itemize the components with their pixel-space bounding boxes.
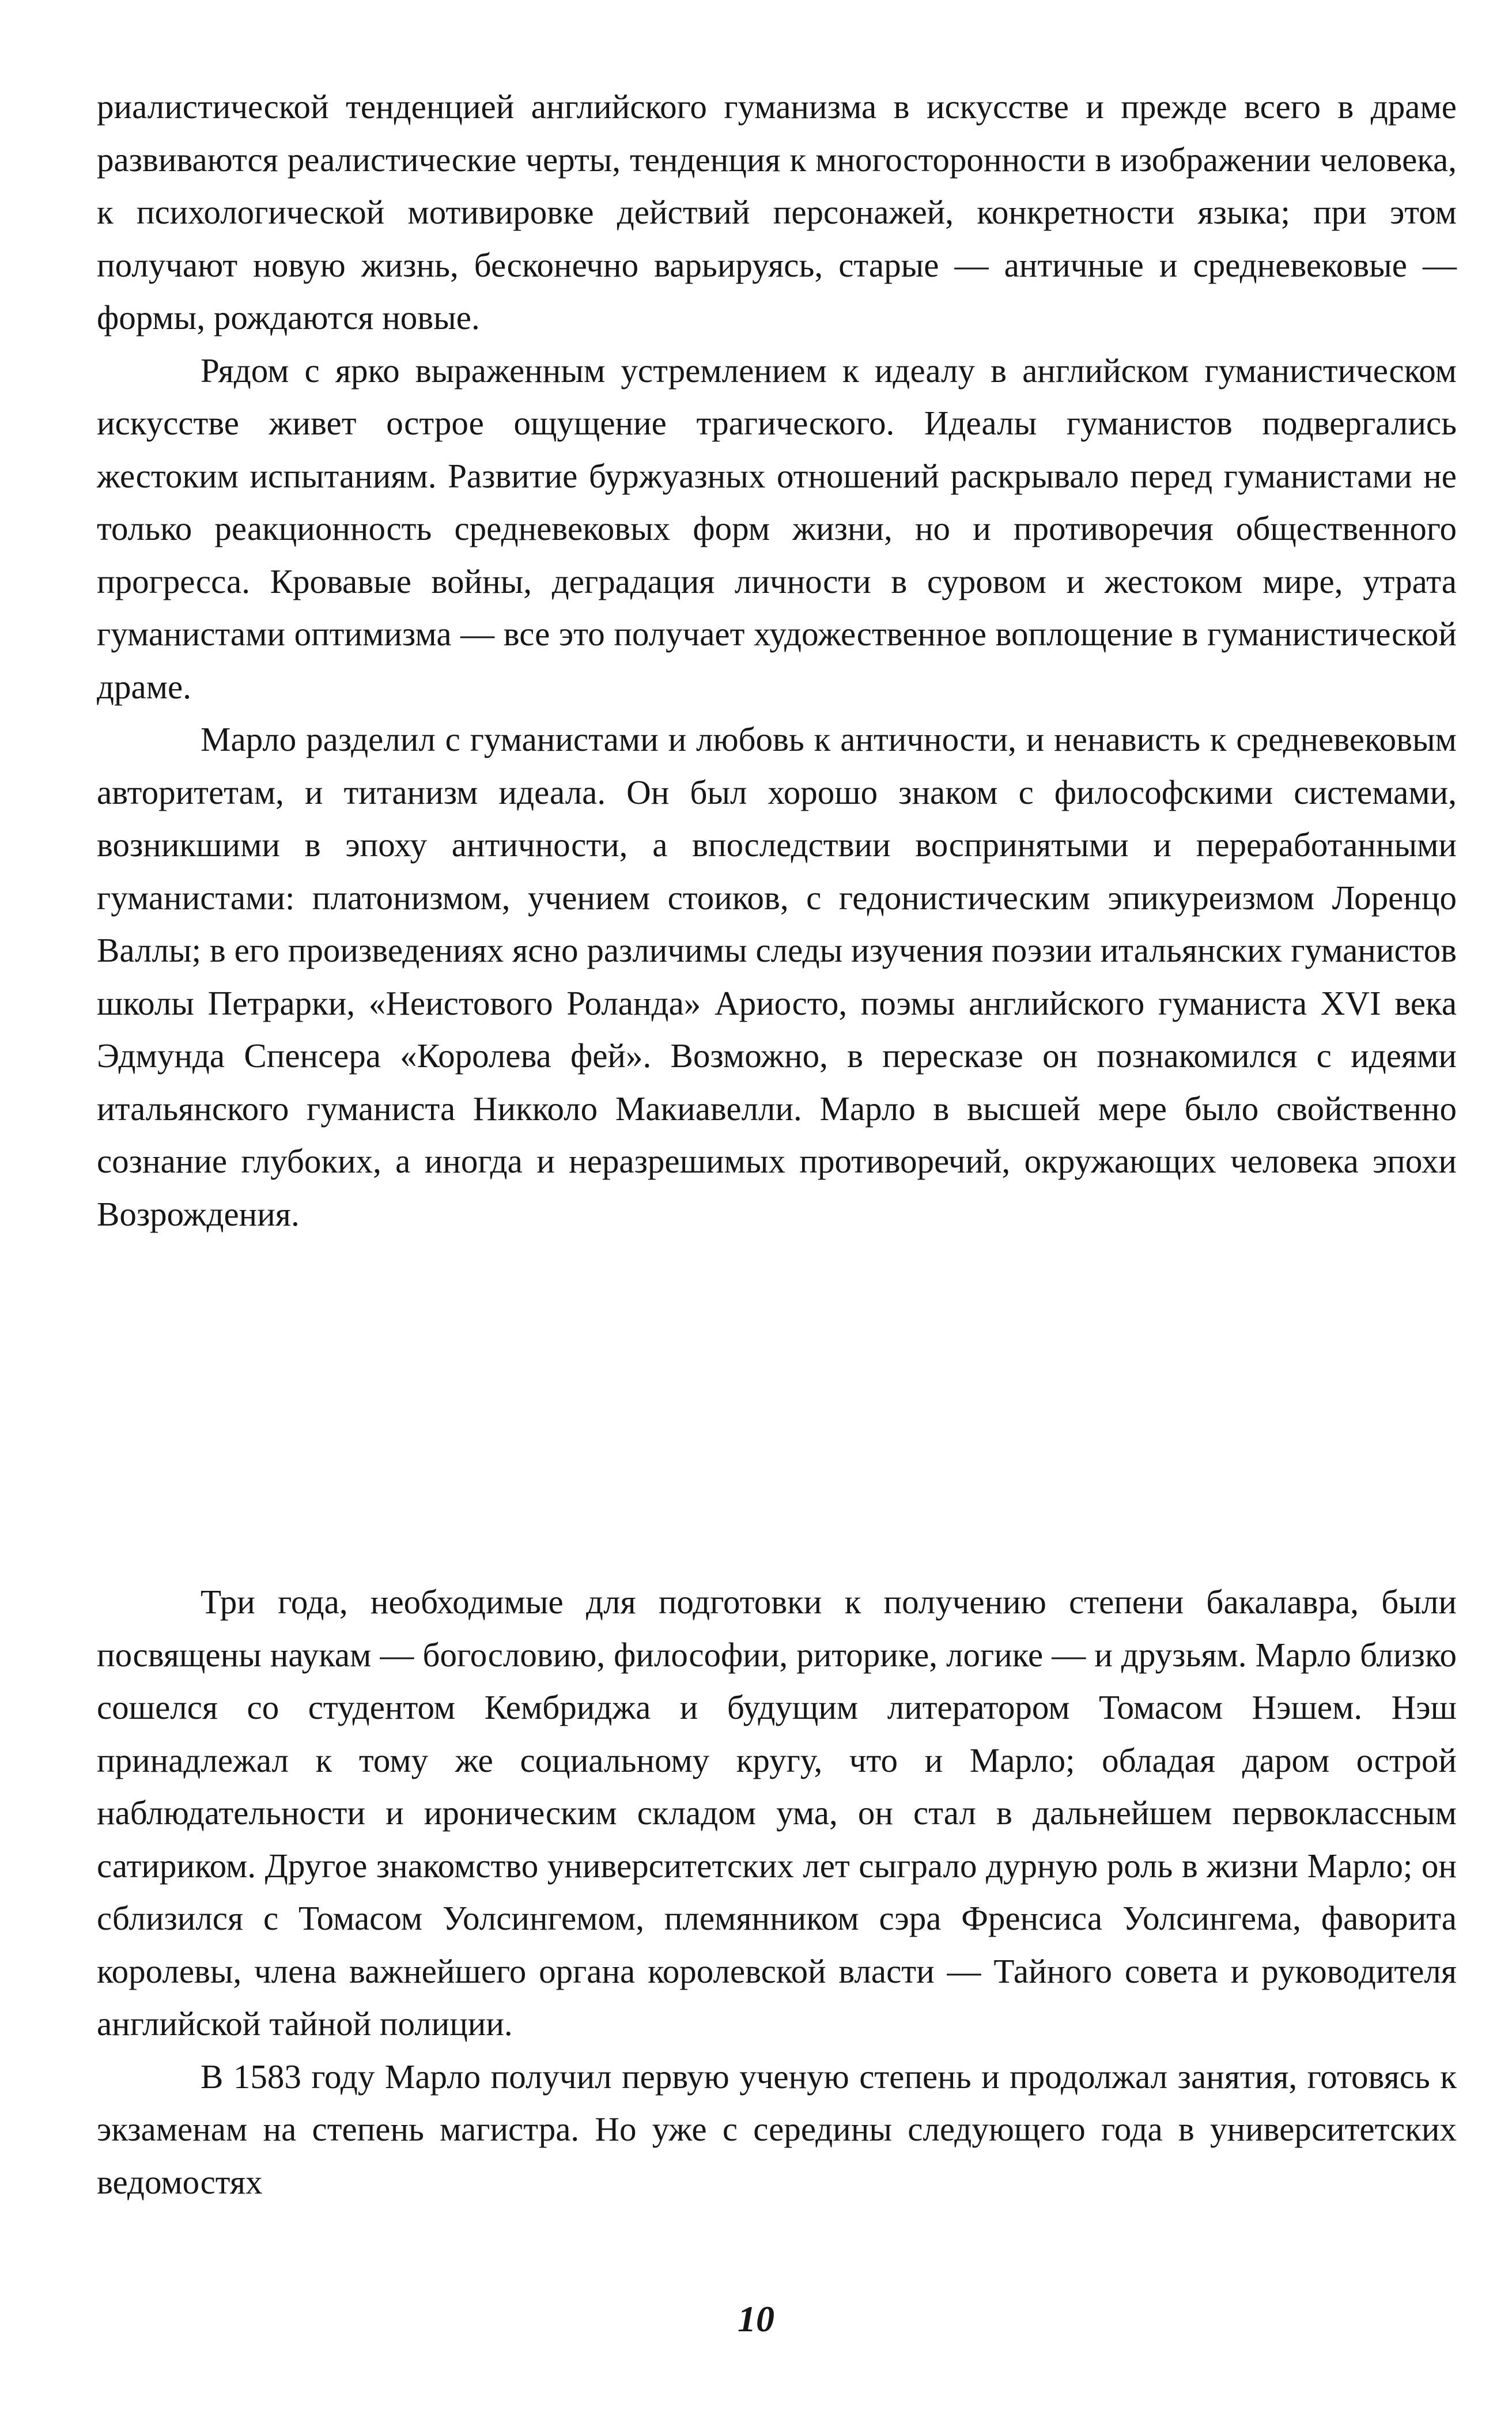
paragraph: Рядом с ярко выраженным устремлением к идеалу в английском гуманистическом искусстве живет острое ощущение трагического. Идеалы гуманистов подвергались жестоким испытаниям. Развитие буржуазных отношений раскрывало перед гуманистами не только реакционность средневековых форм жизни, но и противоречия общественного прогресса. Кровавые войны, деградация личности в суровом и жестоком мире, утрата гуманистами оптимизма — все это получает художественное воплощение в гуманистической драме. <box>97 351 1457 706</box>
paragraph: В 1583 году Марло получил первую ученую степень и продолжал занятия, готовясь к экзаменам на степень магистра. Но уже с середины следующего года в университетских ведомостях <box>97 2057 1457 2201</box>
paragraph: Марло разделил с гуманистами и любовь к античности, и ненависть к средневековым авторитетам, и титанизм идеала. Он был хорошо знаком с философскими системами, возникшими в эпоху античности, а впоследствии воспринятыми и переработанными гуманистами: платонизмом, учением стоиков, с гедонистическим эпикуреизмом Лоренцо Валлы; в его произведениях ясно различимы следы изучения поэзии итальянских гуманистов школы Петрарки, «Неистового Роланда» Ариосто, поэмы английского гуманиста XVI века Эдмунда Спенсера «Королева фей». Возможно, в пересказе он познакомился с идеями итальянского гуманиста Никколо Макиавелли. Марло в высшей мере было свойственно сознание глубоких, а иногда и неразрешимых противоречий, окружающих человека эпохи Возрождения. <box>97 720 1457 1233</box>
text-section-bottom <box>97 1576 1457 2209</box>
text-section-top <box>97 81 1457 1241</box>
paragraph: риалистической тенденцией английского гуманизма в искусстве и прежде всего в драме развиваются реалистические черты, тенденция к многосторонности в изображении человека, к психологической мотивировке действий персонажей, конкретности языка; при этом получают новую жизнь, бесконечно варьируясь, старые — античные и средневековые — формы, рождаются новые. <box>97 88 1457 336</box>
page-number: 10 <box>738 2298 774 2339</box>
paragraph: Три года, необходимые для подготовки к получению степени бакалавра, были посвящены наукам — богословию, философии, риторике, логике — и друзьям. Марло близко сошелся со студентом Кембриджа и будущим литератором Томасом Нэшем. Нэш принадлежал к тому же социальному кругу, что и Марло; обладая даром острой наблюдательности и ироническим складом ума, он стал в дальнейшем первоклассным сатириком. Другое знакомство университетских лет сыграло дурную роль в жизни Марло; он сблизился с Томасом Уолсингемом, племянником сэра Френсиса Уолсингема, фаворита королевы, члена важнейшего органа королевской власти — Тайного совета и руководителя английской тайной полиции. <box>97 1583 1457 2043</box>
